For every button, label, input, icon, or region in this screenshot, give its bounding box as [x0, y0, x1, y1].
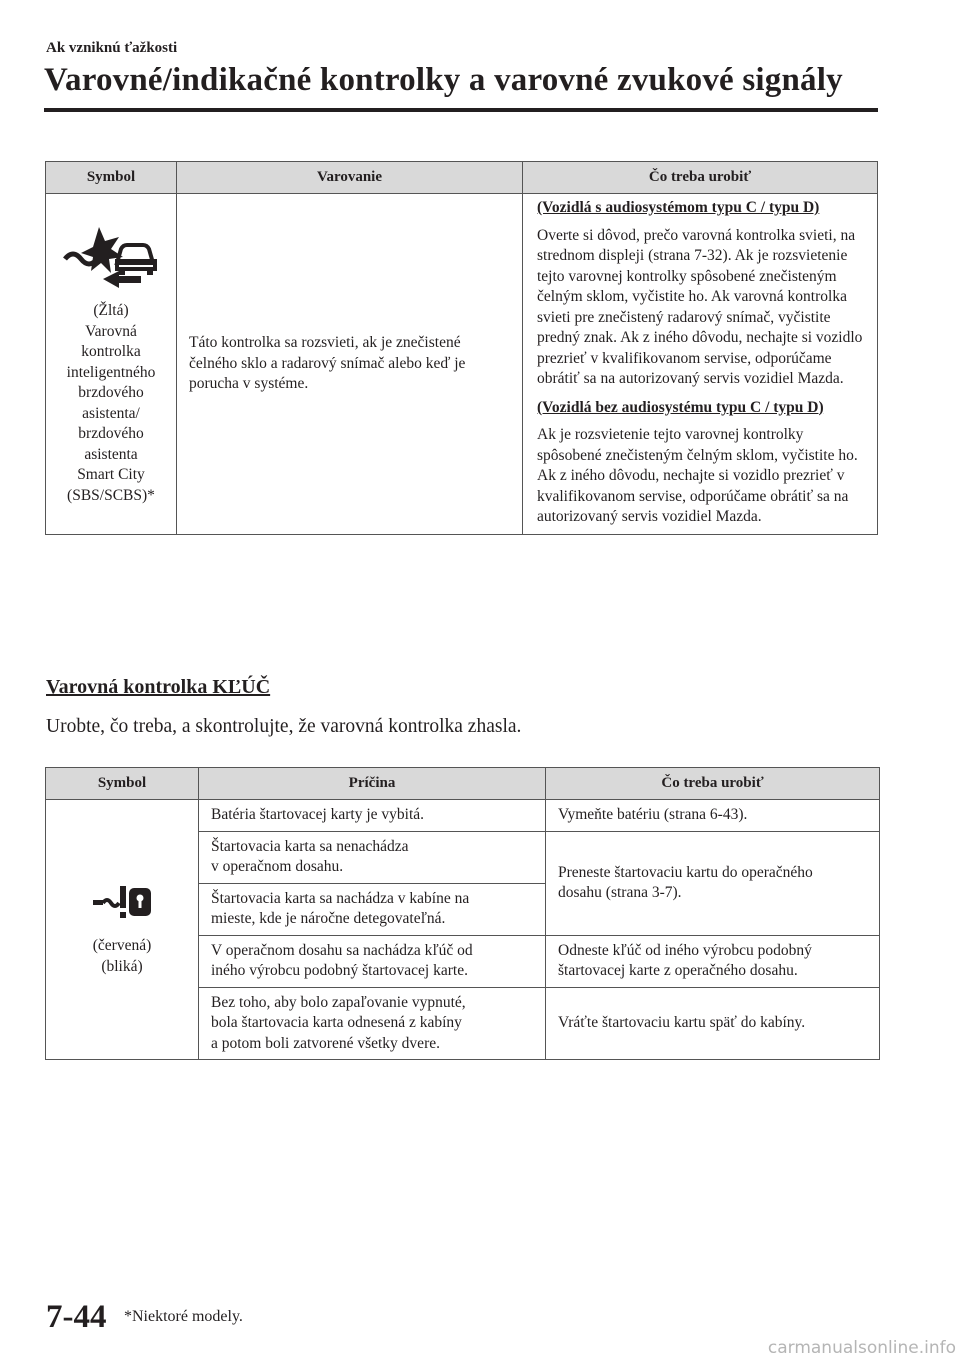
action-subheading-without-audio: (Vozidlá bez audiosystému typu C / typu D)	[537, 398, 824, 416]
cause-cell	[199, 800, 546, 832]
key-warning-table	[45, 767, 880, 1060]
action-text: Odneste kľúč od iného výrobcu podobný štartovacej karte z operačného dosahu.	[558, 941, 812, 979]
cause-text: V operačnom dosahu sa nachádza kľúč od iného výrobcu podobný štartovacej karte.	[211, 941, 473, 979]
title-rule	[44, 108, 878, 112]
symbol-label: (červená) (bliká)	[92, 937, 152, 975]
action-subheading-with-audio: (Vozidlá s audiosystémom typu C / typu D)	[537, 199, 820, 216]
cause-cell	[199, 831, 546, 883]
action-cell	[546, 831, 880, 935]
cause-cell	[199, 987, 546, 1060]
warning-cell	[177, 194, 523, 535]
sbs-scbs-warning-icon	[63, 221, 159, 291]
table-header-row	[46, 768, 880, 800]
table-header-row	[46, 162, 878, 194]
header-symbol: Symbol	[46, 768, 199, 800]
page-number: 7-44	[46, 1299, 107, 1335]
cause-cell	[199, 935, 546, 987]
header-warning: Varovanie	[177, 162, 523, 194]
action-cell	[523, 194, 878, 535]
sbs-warning-table	[45, 161, 878, 535]
symbol-cell	[46, 194, 177, 535]
action-text-without-audio: Ak je rozsvietenie tejto varovnej kontrolky spôsobené znečisteným čelným sklom, vyčistite ho. Ak z iného dôvodu, nechajte si vozidlo prezrieť v kvalifikovanom servise, odporúčame obrátiť sa na autorizovaný servis vozidiel Mazda.	[537, 426, 858, 525]
cause-cell	[199, 883, 546, 935]
action-cell	[546, 987, 880, 1060]
cause-text: Štartovacia karta sa nenachádza v operačnom dosahu.	[211, 837, 409, 875]
symbol-cell	[46, 800, 199, 1060]
action-text: Preneste štartovaciu kartu do operačného dosahu (strana 3-7).	[558, 863, 813, 901]
table-row	[46, 800, 880, 832]
cause-text: Štartovacia karta sa nachádza v kabíne na mieste, kde je náročne detegovateľná.	[211, 889, 470, 927]
symbol-label: (Žltá) Varovná kontrolka inteligentného brzdového asistenta/ brzdového asistenta Smart City (SBS/SCBS)*	[66, 302, 156, 504]
key-warning-icon	[91, 882, 153, 922]
footnote: *Niektoré modely.	[124, 1308, 243, 1325]
cause-text: Bez toho, aby bolo zapaľovanie vypnuté, bola štartovacia karta odnesená z kabíny a potom boli zatvorené všetky dvere.	[211, 993, 466, 1052]
table-row	[46, 194, 878, 535]
action-cell	[546, 800, 880, 832]
subsection-title: Varovná kontrolka KĽÚČ	[46, 676, 271, 698]
action-text-with-audio: Overte si dôvod, prečo varovná kontrolka svieti, na strednom displeji (strana 7-32). Ak je rozsvietenie tejto varovnej kontrolky spôsobené znečisteným čelným sklom, vyčistite ho. Ak varovná kontrolka svieti pre znečistený radarový snímač, vyčistite predný znak. Ak z iného dôvodu, nechajte si vozidlo prezrieť v kvalifikovanom servise, odporúčame obrátiť sa na autorizovaný servis vozidiel Mazda.	[537, 226, 863, 387]
action-text: Vráťte štartovaciu kartu späť do kabíny.	[558, 1014, 806, 1031]
header-symbol: Symbol	[46, 162, 177, 194]
warning-text: Táto kontrolka sa rozsvieti, ak je znečistené čelného sklo a radarový snímač alebo keď je porucha v systéme.	[189, 334, 466, 392]
header-action: Čo treba urobiť	[523, 162, 878, 194]
section-label: Ak vzniknú ťažkosti	[46, 40, 178, 56]
watermark: carmanualsonline.info	[767, 1338, 956, 1358]
action-cell	[546, 935, 880, 987]
header-cause: Príčina	[199, 768, 546, 800]
cause-text: Batéria štartovacej karty je vybitá.	[211, 806, 425, 823]
page-title: Varovné/indikačné kontrolky a varovné zvukové signály	[44, 62, 843, 98]
action-text: Vymeňte batériu (strana 6-43).	[558, 806, 748, 823]
intro-text: Urobte, čo treba, a skontrolujte, že varovná kontrolka zhasla.	[46, 716, 522, 737]
header-action: Čo treba urobiť	[546, 768, 880, 800]
